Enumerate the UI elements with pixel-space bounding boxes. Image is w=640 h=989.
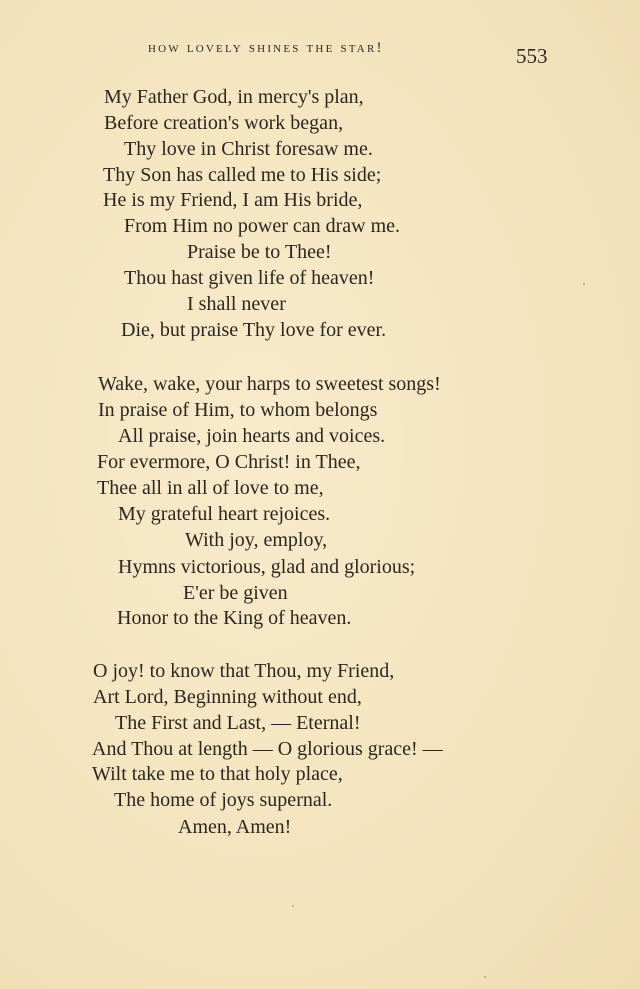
stanza-1-line-9: I shall never	[187, 293, 286, 315]
stanza-2-line-4: For evermore, O Christ! in Thee,	[97, 451, 361, 473]
stanza-2-line-7: With joy, employ,	[185, 529, 328, 551]
stanza-3-line-1: O joy! to know that Thou, my Friend,	[93, 660, 395, 682]
stanza-1-line-1: My Father God, in mercy's plan,	[104, 86, 364, 108]
stanza-2-line-3: All praise, join hearts and voices.	[118, 425, 386, 447]
stanza-1-line-10: Die, but praise Thy love for ever.	[121, 319, 387, 341]
page-number: 553	[516, 44, 548, 68]
stanza-2-line-5: Thee all in all of love to me,	[97, 477, 324, 499]
paper-speck	[583, 283, 585, 285]
paper-speck	[292, 905, 294, 907]
stanza-2-line-9: E'er be given	[183, 582, 288, 604]
stanza-3-line-2: Art Lord, Beginning without end,	[93, 686, 362, 708]
stanza-3-line-7: Amen, Amen!	[178, 816, 292, 838]
stanza-1-line-3: Thy love in Christ foresaw me.	[124, 138, 373, 160]
stanza-2-line-8: Hymns victorious, glad and glorious;	[118, 556, 416, 578]
paper-speck	[484, 976, 486, 978]
stanza-3-line-5: Wilt take me to that holy place,	[92, 763, 343, 785]
stanza-1-line-6: From Him no power can draw me.	[124, 215, 401, 237]
running-title: how lovely shines the star!	[148, 40, 384, 56]
stanza-2-line-6: My grateful heart rejoices.	[118, 503, 331, 525]
stanza-3-line-6: The home of joys supernal.	[114, 789, 333, 811]
stanza-3-line-4: And Thou at length — O glorious grace! —	[92, 738, 443, 760]
stanza-2-line-1: Wake, wake, your harps to sweetest songs!	[98, 373, 441, 395]
stanza-3-line-3: The First and Last, — Eternal!	[115, 712, 361, 734]
stanza-1-line-8: Thou hast given life of heaven!	[124, 267, 375, 289]
stanza-1-line-7: Praise be to Thee!	[187, 241, 332, 263]
stanza-2-line-10: Honor to the King of heaven.	[117, 607, 352, 629]
stanza-1-line-2: Before creation's work began,	[104, 112, 344, 134]
stanza-1-line-4: Thy Son has called me to His side;	[103, 164, 382, 186]
stanza-2-line-2: In praise of Him, to whom belongs	[98, 399, 378, 421]
stanza-1-line-5: He is my Friend, I am His bride,	[103, 189, 363, 211]
